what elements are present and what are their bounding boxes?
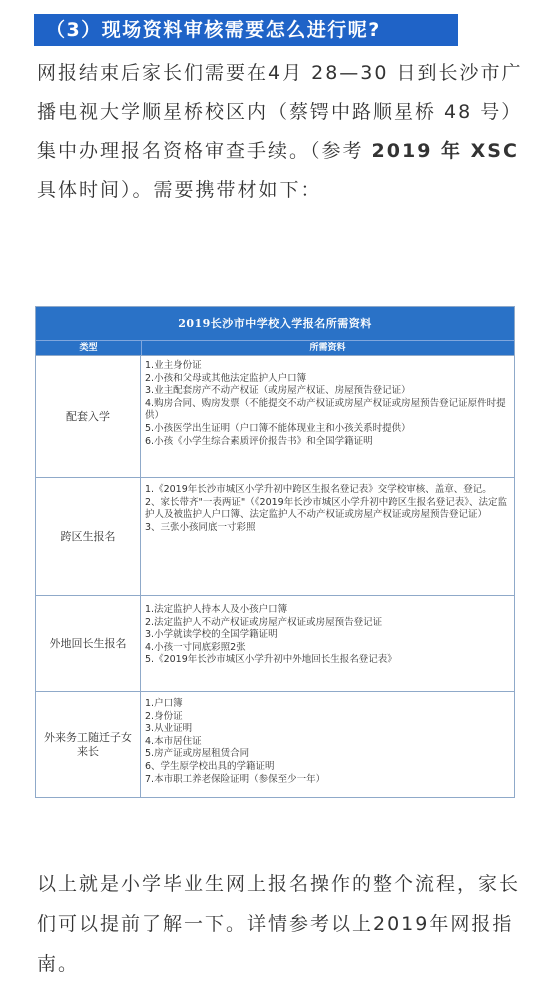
material-item: 3.小学就读学校的全国学籍证明 — [145, 629, 278, 641]
material-item: 1.业主身份证 — [145, 360, 202, 371]
materials-table — [35, 306, 515, 798]
material-item: 1.《2019年长沙市城区小学升初中跨区生报名登记表》交学校审核、盖章、登记。 — [145, 484, 492, 495]
row-type: 跨区生报名 — [36, 478, 141, 595]
material-item: 4.本市居住证 — [145, 735, 202, 747]
row-materials — [145, 484, 509, 534]
table-row — [36, 477, 514, 595]
material-item: 4.购房合同、购房发票（不能提交不动产权证或房屋产权证或房屋预告登记证原件时提供） — [145, 397, 506, 422]
table-row — [36, 355, 514, 477]
material-item: 7.本市职工养老保险证明（参保至少一年） — [145, 773, 326, 785]
material-item: 3、三张小孩同底一寸彩照 — [145, 521, 256, 533]
table-row — [36, 595, 514, 691]
intro-paragraph — [37, 54, 523, 210]
material-item: 3.从业证明 — [145, 723, 193, 735]
intro-text-start: 网报结束后家长们需要在4月 28—30 日到长沙市广播电视大学顺星桥校区内（蔡锷中路顺星桥 48 号）集中办理报名资格审查手续。（参考 — [37, 62, 523, 162]
row-type: 外地回长生报名 — [36, 596, 141, 691]
table-header-row — [36, 340, 514, 355]
material-item: 2、家长带齐"一表两证"（《2019年长沙市城区小学升初中跨区生报名登记表》、法定监护人及被监护人户口簿、法定监护人不动产权证或房屋产权证或房屋预告登记证） — [145, 496, 507, 521]
header-type: 类型 — [79, 343, 98, 353]
material-item: 2.身份证 — [145, 710, 183, 722]
material-item: 5.房产证或房屋租赁合同 — [145, 748, 250, 760]
table-title: 2019长沙市中学校入学报名所需资料 — [36, 307, 514, 340]
material-item: 1.户口簿 — [145, 698, 183, 709]
outro-paragraph: 以上就是小学毕业生网上报名操作的整个流程，家长们可以提前了解一下。详情参考以上2019年网报指南。 — [37, 873, 521, 975]
row-materials — [145, 360, 509, 448]
intro-text-bold: 2019 年 XSC — [371, 140, 519, 162]
section-heading: （3）现场资料审核需要怎么进行呢? — [34, 14, 458, 46]
row-materials — [145, 604, 509, 667]
row-type: 外来务工随迁子女来长 — [36, 692, 141, 797]
material-item: 6.小孩《小学生综合素质评价报告书》和全国学籍证明 — [145, 435, 373, 447]
material-item: 5.《2019年长沙市城区小学升初中外地回长生报名登记表》 — [145, 654, 397, 666]
material-item: 4.小孩一寸同底彩照2张 — [145, 641, 246, 653]
material-item: 5.小孩医学出生证明（户口簿不能体现业主和小孩关系时提供） — [145, 422, 411, 434]
row-materials — [145, 698, 509, 786]
material-item: 3.业主配套房产不动产权证（或房屋产权证、房屋预告登记证） — [145, 385, 411, 397]
intro-text-end: 具体时间）。需要携带材如下： — [37, 179, 322, 201]
table-row — [36, 691, 514, 797]
material-item: 2.小孩和父母或其他法定监护人户口簿 — [145, 372, 307, 384]
row-type: 配套入学 — [36, 356, 141, 477]
material-item: 6、学生原学校出具的学籍证明 — [145, 760, 275, 772]
material-item: 2.法定监护人不动产权证或房屋产权证或房屋预告登记证 — [145, 616, 383, 628]
header-materials: 所需资料 — [309, 343, 346, 353]
material-item: 1.法定监护人持本人及小孩户口簿 — [145, 604, 288, 615]
